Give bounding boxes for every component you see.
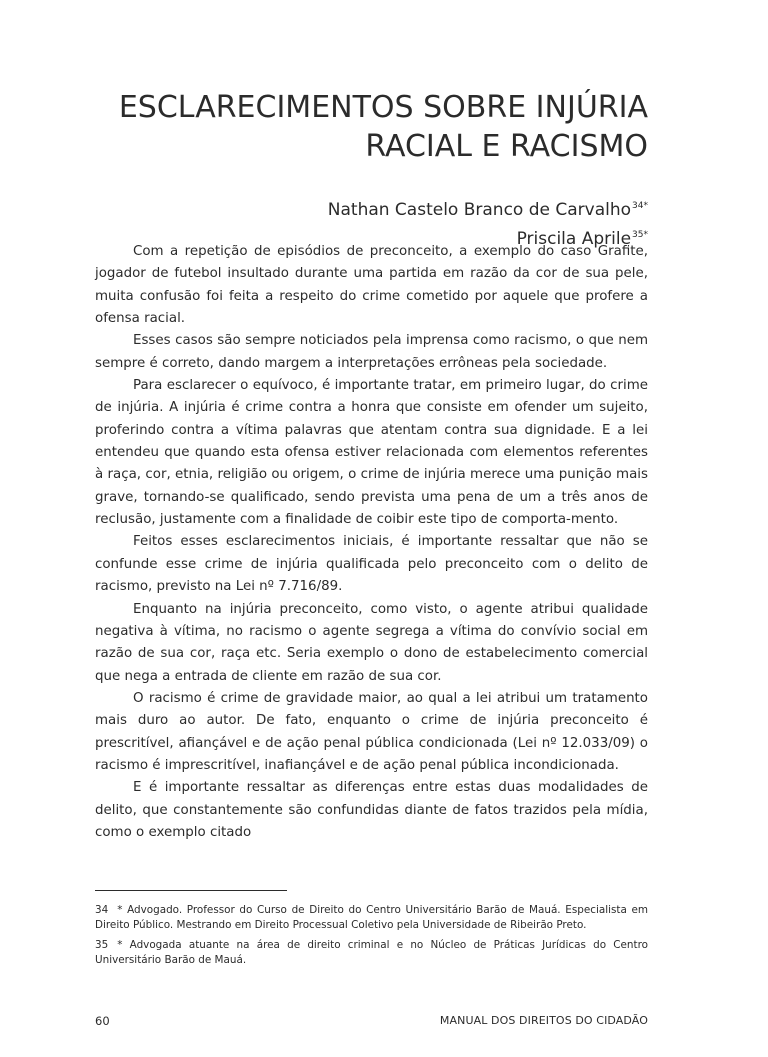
footnote-divider xyxy=(95,890,287,891)
title-line-2: RACIAL E RACISMO xyxy=(365,129,648,164)
paragraph: Feitos esses esclarecimentos iniciais, é importante ressaltar que não se confunde esse crime de injúria qualificada pelo preconceito com o delito de racismo, previsto na Lei nº 7.716/89. xyxy=(95,534,648,595)
article-body xyxy=(95,241,648,844)
footnote-number: 34 xyxy=(95,904,109,916)
footnote-35 xyxy=(95,938,648,968)
paragraph: Esses casos são sempre noticiados pela imprensa como racismo, o que nem sempre é correto, dando margem a interpretações errôneas pela sociedade. xyxy=(95,333,648,371)
author-name: Nathan Castelo Branco de Carvalho xyxy=(327,200,632,220)
footnote-number: 35 xyxy=(95,939,109,951)
author-name: Priscila Aprile xyxy=(516,229,632,249)
article-title xyxy=(95,88,648,166)
footnotes xyxy=(95,903,648,973)
page-number: 60 xyxy=(95,1014,110,1028)
author-footnote-marker[interactable]: 34* xyxy=(632,201,648,211)
footnote-34 xyxy=(95,903,648,933)
paragraph: Com a repetição de episódios de preconceito, a exemplo do caso Grafite, jogador de futebol insultado durante uma partida em razão da cor de sua pele, muita confusão foi feita a respeito do crime cometido por aquele que profere a ofensa racial. xyxy=(95,244,648,327)
title-line-1: ESCLARECIMENTOS SOBRE INJÚRIA xyxy=(118,90,648,125)
author-footnote-marker[interactable]: 35* xyxy=(632,230,648,240)
footnote-text: * Advogado. Professor do Curso de Direito do Centro Universitário Barão de Mauá. Especialista em Direito Público. Mestrando em Direito Processual Coletivo pela Universidade de Ribeirão Preto. xyxy=(95,904,648,931)
paragraph: O racismo é crime de gravidade maior, ao qual a lei atribui um tratamento mais duro ao autor. De fato, enquanto o crime de injúria preconceito é prescritível, afiançável e de ação penal pública condicionada (Lei nº 12.033/09) o racismo é imprescritível, inafiançável e de ação penal pública incondicionada. xyxy=(95,690,648,773)
author-1 xyxy=(328,196,648,220)
paragraph: Enquanto na injúria preconceito, como visto, o agente atribui qualidade negativa à vítima, no racismo o agente segrega a vítima do convívio social em razão de sua cor, raça etc. Seria exemplo o dono de estabelecimento comercial que nega a entrada de cliente em razão de sua cor. xyxy=(95,601,648,684)
running-footer-title: MANUAL DOS DIREITOS DO CIDADÃO xyxy=(439,1014,648,1027)
paragraph: Para esclarecer o equívoco, é importante tratar, em primeiro lugar, do crime de injúria. A injúria é crime contra a honra que consiste em ofender um sujeito, proferindo contra a vítima palavras que atentam contra sua dignidade. E a lei entendeu que quando esta ofensa estiver relacionada com elementos referentes à raça, cor, etnia, religião ou origem, o crime de injúria merece uma punição mais grave, tornando-se qualificado, sendo prevista uma pena de um a três anos de reclusão, justamente com a finalidade de coibir este tipo de comporta-mento. xyxy=(95,378,648,528)
paragraph: E é importante ressaltar as diferenças entre estas duas modalidades de delito, que constantemente são confundidas diante de fatos trazidos pela mídia, como o exemplo citado xyxy=(95,780,648,840)
footnote-text: * Advogada atuante na área de direito criminal e no Núcleo de Práticas Jurídicas do Centro Universitário Barão de Mauá. xyxy=(95,939,648,966)
